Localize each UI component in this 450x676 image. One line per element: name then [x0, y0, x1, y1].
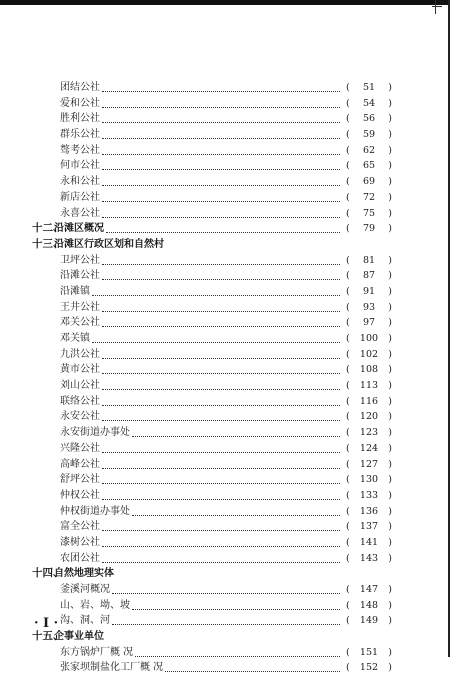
page-number: 93 [362, 301, 376, 313]
toc-item-row[interactable] [32, 472, 392, 488]
dot-leader [132, 504, 340, 520]
dot-leader [112, 582, 340, 598]
page-reference: ( 141 ) [346, 536, 392, 548]
entry-title: 王井公社 [60, 301, 100, 313]
dot-leader [112, 613, 340, 629]
page-reference: ( 147 ) [346, 584, 392, 595]
page-number: 56 [362, 113, 376, 125]
dot-leader [132, 425, 340, 441]
page-reference: ( 102 ) [346, 348, 392, 360]
toc-item-row[interactable] [32, 660, 392, 676]
dot-leader [102, 347, 340, 363]
dot-leader [102, 190, 340, 206]
toc-item-row[interactable] [32, 598, 392, 614]
page-reference: ( 97 ) [346, 317, 392, 329]
page-number: 147 [359, 584, 379, 595]
page-reference: ( 108 ) [346, 364, 392, 376]
dot-leader [102, 488, 340, 504]
toc-section-row[interactable] [32, 221, 392, 237]
toc-item-row[interactable] [32, 425, 392, 441]
page-reference: ( 91 ) [346, 285, 392, 297]
page-number: 72 [362, 191, 376, 203]
page-number: 149 [359, 615, 379, 627]
toc-item-row[interactable] [32, 331, 392, 347]
dot-leader [102, 158, 340, 174]
section-title: 沿滩区行政区划和自然村 [54, 238, 164, 250]
section-title: 企事业单位 [54, 631, 104, 643]
entry-title: 群乐公社 [60, 129, 100, 141]
page-number: 130 [359, 474, 379, 486]
scan-top-edge [0, 0, 450, 5]
entry-title: 仲权街道办事处 [60, 505, 130, 517]
page-reference: ( 116 ) [346, 395, 392, 407]
entry-title: 骜考公社 [60, 144, 100, 156]
dot-leader [102, 519, 340, 535]
toc-item-row[interactable] [32, 206, 392, 222]
corner-mark-vertical [435, 0, 436, 14]
page-number: 143 [359, 552, 379, 564]
entry-title: 东方锅炉厂概 况 [60, 646, 134, 658]
page-reference: ( 127 ) [346, 458, 392, 470]
page-number: 108 [359, 364, 379, 376]
page-number-marker: · I · [34, 616, 59, 631]
page-reference: ( 79 ) [346, 223, 392, 235]
page-number: 100 [359, 333, 379, 344]
dot-leader [92, 284, 340, 300]
toc-item-row[interactable] [32, 190, 392, 206]
entry-title: 高峰公社 [60, 458, 100, 470]
dot-leader [102, 472, 340, 488]
entry-title: 邓关公社 [60, 317, 100, 329]
page-number: 137 [359, 521, 379, 533]
page-reference: ( 143 ) [346, 552, 392, 564]
dot-leader [102, 409, 340, 425]
page-number: 79 [362, 223, 376, 235]
entry-title: 九洪公社 [60, 348, 100, 360]
dot-leader [135, 645, 340, 661]
dot-leader [102, 206, 340, 222]
toc-section-row[interactable] [32, 629, 392, 645]
page-reference: ( 137 ) [346, 521, 392, 533]
toc-item-row[interactable] [32, 80, 392, 96]
entry-title: 永安街道办事处 [60, 427, 130, 439]
section-number: 十五、 [32, 630, 64, 643]
page-reference: ( 148 ) [346, 599, 392, 611]
toc-item-row[interactable] [32, 582, 392, 598]
page-number: 116 [359, 395, 379, 407]
section-title: 自然地理实体 [54, 568, 114, 580]
entry-title: 漆树公社 [60, 536, 100, 548]
page-number: 75 [362, 207, 376, 219]
page-reference: ( 124 ) [346, 442, 392, 454]
page-number: 124 [359, 442, 379, 454]
dot-leader [102, 143, 340, 159]
toc-item-row[interactable] [32, 362, 392, 378]
dot-leader [102, 394, 340, 410]
dot-leader [102, 551, 340, 567]
entry-title: 永安公社 [60, 411, 100, 423]
entry-title: 新店公社 [60, 191, 100, 203]
dot-leader [102, 174, 340, 190]
page-number: 136 [359, 505, 379, 517]
page-reference: ( 51 ) [346, 82, 392, 93]
dot-leader [102, 441, 340, 457]
page-number: 113 [359, 380, 379, 392]
toc-item-row[interactable] [32, 378, 392, 394]
page-reference: ( 151 ) [346, 646, 392, 658]
page-reference: ( 81 ) [346, 254, 392, 266]
entry-title: 邓关镇 [60, 333, 90, 344]
page-number: 152 [359, 662, 379, 674]
entry-title: 永喜公社 [60, 207, 100, 219]
page-number: 62 [362, 144, 376, 156]
toc-item-row[interactable] [32, 409, 392, 425]
section-number: 十四、 [32, 567, 64, 580]
entry-title: 山、岩、坳、坡 [60, 599, 130, 611]
entry-title: 釜溪河概况 [60, 584, 110, 595]
page-number: 141 [359, 536, 379, 548]
dot-leader [102, 96, 340, 112]
toc-item-row[interactable] [32, 158, 392, 174]
dot-leader [102, 300, 340, 316]
dot-leader [92, 331, 340, 347]
entry-title: 团结公社 [60, 82, 100, 93]
toc-item-row[interactable] [32, 174, 392, 190]
toc-item-row[interactable] [32, 268, 392, 284]
toc-item-row[interactable] [32, 111, 392, 127]
toc-item-row[interactable] [32, 127, 392, 143]
dot-leader [102, 127, 340, 143]
entry-title: 何市公社 [60, 160, 100, 172]
page-reference: ( 93 ) [346, 301, 392, 313]
page-number: 127 [359, 458, 379, 470]
toc-item-row[interactable] [32, 143, 392, 159]
page-reference: ( 87 ) [346, 270, 392, 282]
dot-leader [102, 315, 340, 331]
page-number: 102 [359, 348, 379, 360]
page-number: 87 [362, 270, 376, 282]
toc-item-row[interactable] [32, 300, 392, 316]
page-reference: ( 59 ) [346, 129, 392, 141]
page-number: 59 [362, 129, 376, 141]
page-reference: ( 113 ) [346, 380, 392, 392]
toc-item-row[interactable] [32, 504, 392, 520]
page-reference: ( 75 ) [346, 207, 392, 219]
page-number: 81 [362, 254, 376, 266]
dot-leader [102, 362, 340, 378]
entry-title: 张家坝制盐化工厂概 况 [60, 662, 164, 674]
page-reference: ( 65 ) [346, 160, 392, 172]
dot-leader [165, 660, 340, 676]
toc-item-row[interactable] [32, 284, 392, 300]
table-of-contents [32, 80, 392, 676]
entry-title: 沿滩镇 [60, 285, 90, 297]
page-number: 123 [359, 427, 379, 439]
page-reference: ( 69 ) [346, 176, 392, 188]
section-number: 十二、 [32, 222, 64, 235]
entry-title: 沟、洞、河 [60, 615, 110, 627]
entry-title: 富全公社 [60, 521, 100, 533]
page-number: 69 [362, 176, 376, 188]
page-reference: ( 130 ) [346, 474, 392, 486]
toc-item-row[interactable] [32, 96, 392, 112]
page-reference: ( 100 ) [346, 333, 392, 344]
page-number: 65 [362, 160, 376, 172]
page-reference: ( 123 ) [346, 427, 392, 439]
page-reference: ( 56 ) [346, 113, 392, 125]
page-number: 97 [362, 317, 376, 329]
entry-title: 舒坪公社 [60, 474, 100, 486]
page-number: 120 [359, 411, 379, 423]
entry-title: 沿滩公社 [60, 270, 100, 282]
dot-leader [102, 535, 340, 551]
dot-leader [132, 598, 340, 614]
dot-leader [102, 378, 340, 394]
toc-item-row[interactable] [32, 645, 392, 661]
toc-item-row[interactable] [32, 519, 392, 535]
entry-title: 联络公社 [60, 395, 100, 407]
page-reference: ( 62 ) [346, 144, 392, 156]
page-number: 51 [362, 82, 376, 93]
toc-item-row[interactable] [32, 441, 392, 457]
toc-item-row[interactable] [32, 551, 392, 567]
toc-item-row[interactable] [32, 488, 392, 504]
page-reference: ( 136 ) [346, 505, 392, 517]
dot-leader [102, 111, 340, 127]
entry-title: 农团公社 [60, 552, 100, 564]
entry-title: 永和公社 [60, 176, 100, 188]
entry-title: 仲权公社 [60, 489, 100, 501]
toc-section-row[interactable] [32, 237, 392, 253]
entry-title: 黄市公社 [60, 364, 100, 376]
entry-title: 爱和公社 [60, 97, 100, 109]
toc-item-row[interactable] [32, 457, 392, 473]
toc-section-row[interactable] [32, 566, 392, 582]
toc-item-row[interactable] [32, 253, 392, 269]
page-number: 54 [362, 97, 376, 109]
dot-leader [106, 221, 340, 237]
entry-title: 卫坪公社 [60, 254, 100, 266]
toc-item-row[interactable] [32, 613, 392, 629]
page-number: 91 [362, 285, 376, 297]
page-number: 133 [359, 489, 379, 501]
page-reference: ( 133 ) [346, 489, 392, 501]
dot-leader [102, 268, 340, 284]
page-reference: ( 72 ) [346, 191, 392, 203]
toc-item-row[interactable] [32, 315, 392, 331]
entry-title: 胜利公社 [60, 113, 100, 125]
page-reference: ( 54 ) [346, 97, 392, 109]
page-number: 151 [359, 646, 379, 658]
entry-title: 兴隆公社 [60, 442, 100, 454]
section-number: 十三、 [32, 237, 64, 250]
toc-item-row[interactable] [32, 535, 392, 551]
entry-title: 刘山公社 [60, 380, 100, 392]
page-number: 148 [359, 599, 379, 611]
dot-leader [102, 457, 340, 473]
dot-leader [102, 80, 340, 96]
dot-leader [102, 253, 340, 269]
toc-item-row[interactable] [32, 394, 392, 410]
page-reference: ( 149 ) [346, 615, 392, 627]
toc-item-row[interactable] [32, 347, 392, 363]
page-reference: ( 120 ) [346, 411, 392, 423]
page-reference: ( 152 ) [346, 662, 392, 674]
corner-mark [432, 6, 442, 7]
section-title: 沿滩区概况 [54, 223, 104, 235]
